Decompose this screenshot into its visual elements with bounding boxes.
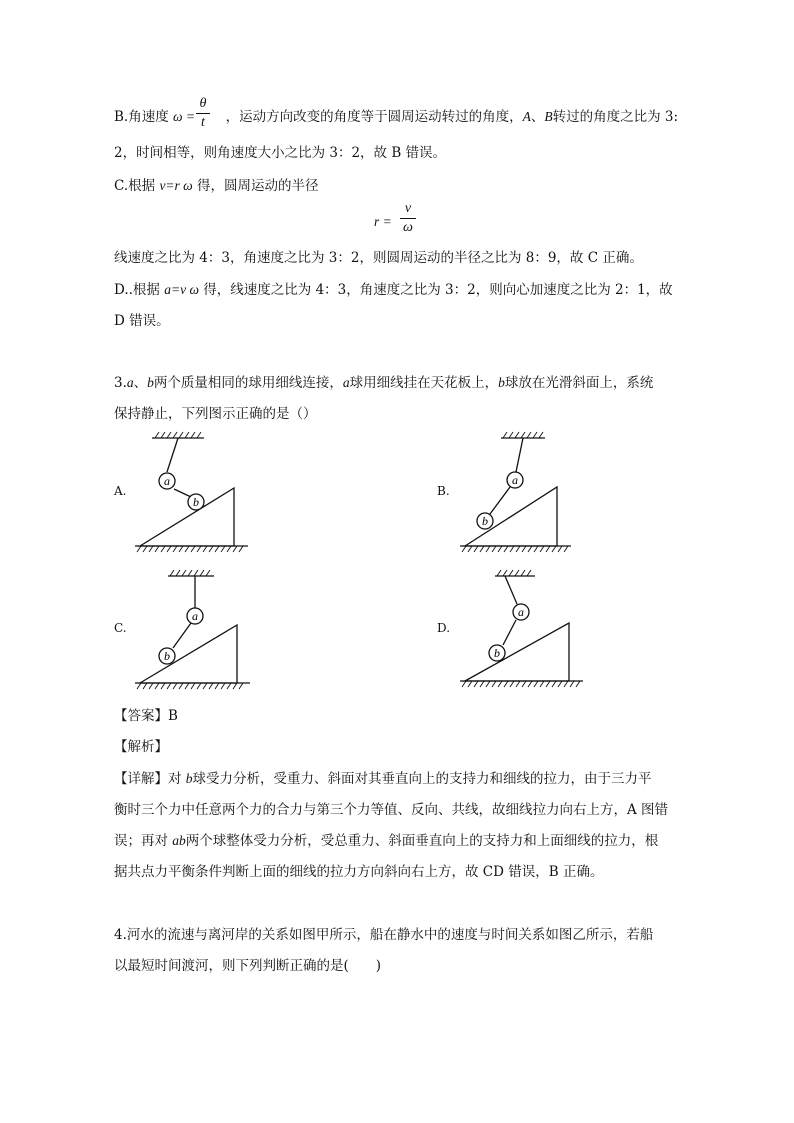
analysis-heading: 【解析】 xyxy=(114,739,168,755)
q2-option-c-line1: C.根据 v=r ω 得，圆周运动的半径 xyxy=(114,178,319,194)
detail-line2: 衡时三个力中任意两个力的合力与第三个力等值、反向、共线，故细线拉力向右上方，A 图错 xyxy=(114,802,669,818)
figure-option-d xyxy=(455,568,585,693)
option-a-label: A. xyxy=(114,484,127,498)
q2-option-b-line2: 2，时间相等，则角速度大小之比为 3：2，故 B 错误。 xyxy=(114,145,447,161)
omega-equals: ω = xyxy=(173,109,196,124)
detail-line4: 据共点力平衡条件判断上面的细线的拉力方向斜向右上方，故 CD 错误，B 正确。 xyxy=(114,864,604,880)
svg-text:b: b xyxy=(494,646,500,660)
r-equals: r = xyxy=(374,214,392,229)
ball-b xyxy=(489,645,505,661)
option-d-label: D. xyxy=(437,621,451,635)
figure-option-b xyxy=(455,430,585,555)
q2-option-d-line1: D..根据 a=v ω 得，线速度之比为 4：3，角速度之比为 3：2，则向心加速度之比为 2：1，故 xyxy=(114,282,673,298)
option-c-label: C. xyxy=(114,621,127,635)
q4-stem-line2: 以最短时间渡河，则下列判断正确的是( ) xyxy=(114,958,382,974)
figure-option-c xyxy=(130,568,260,693)
q2-option-b-line1: B.角速度 ω = ，运动方向改变的角度等于圆周运动转过的角度，A、B转过的角度之比为 3: xyxy=(114,109,679,125)
ball-a xyxy=(507,472,523,488)
detail-line1: 【详解】对 b球受力分析，受重力、斜面对其垂直向上的支持力和细线的拉力，由于三力平 xyxy=(114,771,652,787)
q3-stem-line1: 3.a、b两个质量相同的球用细线连接，a球用细线挂在天花板上，b球放在光滑斜面上，系统 xyxy=(114,375,654,391)
q2-option-d-line2: D 错误。 xyxy=(114,313,170,329)
ball-a xyxy=(513,604,529,620)
svg-text:a: a xyxy=(512,473,518,487)
ball-a xyxy=(187,608,203,624)
answer-line: 【答案】B xyxy=(114,708,178,724)
q4-stem-line1: 4.河水的流速与离河岸的关系如图甲所示，船在静水中的速度与时间关系如图乙所示，若船 xyxy=(114,927,654,943)
svg-text:b: b xyxy=(164,649,170,663)
option-b-label: B. xyxy=(437,484,450,498)
detail-line3: 误；再对 ab两个球整体受力分析，受总重力、斜面垂直向上的支持力和上面细线的拉力，根 xyxy=(114,833,659,849)
svg-text:a: a xyxy=(518,605,524,619)
svg-text:b: b xyxy=(193,495,199,509)
theta-over-t-fraction: θ t xyxy=(196,96,210,131)
figure-option-a xyxy=(130,430,260,555)
ball-a xyxy=(159,473,175,489)
svg-text:b: b xyxy=(482,514,488,528)
ball-b xyxy=(188,494,204,510)
ball-b xyxy=(477,513,493,529)
svg-text:a: a xyxy=(192,609,198,623)
q2-option-c-line2: 线速度之比为 4：3，角速度之比为 3：2，则圆周运动的半径之比为 8：9，故 C 正确。 xyxy=(114,250,643,266)
q3-stem-line2: 保持静止，下列图示正确的是（） xyxy=(114,406,317,422)
svg-text:a: a xyxy=(164,474,170,488)
v-over-omega-fraction: v ω xyxy=(400,201,416,236)
ball-b xyxy=(159,648,175,664)
